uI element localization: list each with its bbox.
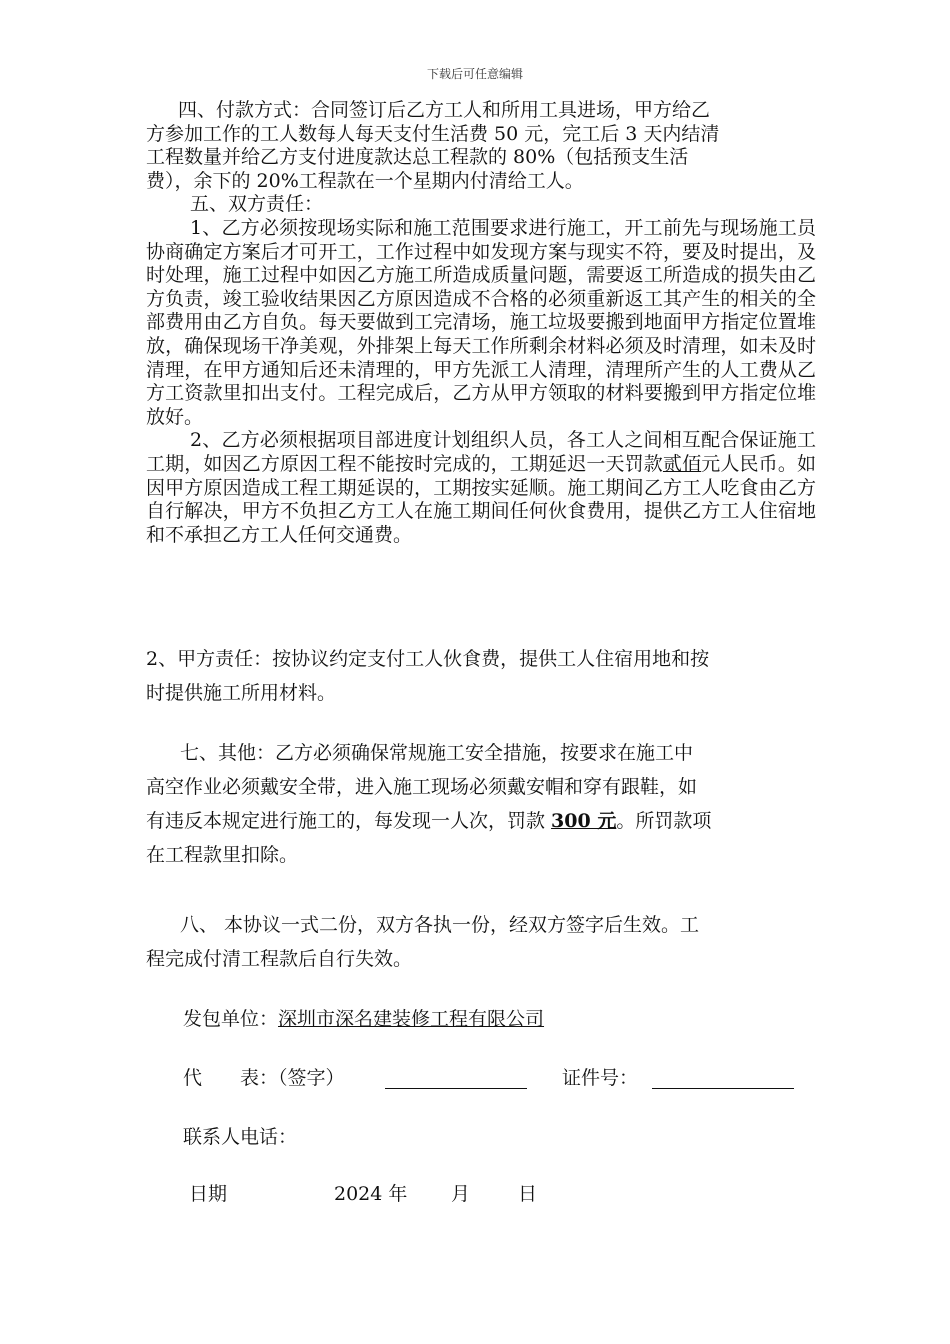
date-day: 日 bbox=[518, 1183, 538, 1205]
section-payment bbox=[146, 99, 816, 547]
contractor-label: 发包单位： bbox=[183, 1008, 279, 1030]
page-header: 下载后可任意编辑 bbox=[426, 67, 523, 81]
payment-line-3: 工程数量并给乙方支付进度款达总工程款的 80%（包括预支生活 bbox=[146, 146, 689, 169]
date-year: 2024 年 bbox=[334, 1183, 408, 1205]
representative-label: 代 表：（签字） bbox=[183, 1067, 345, 1089]
responsibilities-heading: 五、双方责任： bbox=[190, 193, 324, 216]
date-label: 日期 bbox=[189, 1183, 228, 1205]
contractor-name: 深圳市深名建装修工程有限公司 bbox=[278, 1008, 545, 1030]
fine-amount: 300 元 bbox=[551, 810, 617, 832]
other-line-3-before: 有违反本规定进行施工的，每发现一人次，罚款 bbox=[146, 810, 552, 832]
party-a-line-2: 时提供施工所用材料。 bbox=[146, 682, 337, 704]
party-a-line-1: 2、甲方责任：按协议约定支付工人伙食费，提供工人住宿用地和按 bbox=[146, 648, 710, 670]
responsibility-item-2 bbox=[146, 429, 816, 547]
date-month: 月 bbox=[451, 1183, 471, 1205]
id-number-blank[interactable] bbox=[652, 1068, 794, 1089]
payment-line-2: 方参加工作的工人数每人每天支付生活费 50 元，完工后 3 天内结清 bbox=[146, 122, 720, 145]
payment-line-4: 费），余下的 20%工程款在一个星期内付清给工人。 bbox=[146, 169, 584, 192]
other-line-3 bbox=[146, 804, 816, 838]
section-party-a bbox=[146, 642, 816, 710]
other-line-2: 高空作业必须戴安全带，进入施工现场必须戴安帽和穿有跟鞋，如 bbox=[146, 776, 698, 798]
other-line-1: 七、其他：乙方必须确保常规施工安全措施，按要求在施工中 bbox=[180, 742, 694, 764]
validity-line-1: 八、 本协议一式二份，双方各执一份，经双方签字后生效。工 bbox=[180, 914, 700, 936]
contact-phone-label: 联系人电话： bbox=[183, 1126, 298, 1148]
id-number-label: 证件号： bbox=[562, 1067, 639, 1089]
other-line-4: 在工程款里扣除。 bbox=[146, 844, 299, 866]
delay-penalty-amount: 贰佰 bbox=[662, 452, 702, 475]
validity-line-2: 程完成付清工程款后自行失效。 bbox=[146, 948, 413, 970]
responsibility-item-1: 1、乙方必须按现场实际和施工范围要求进行施工，开工前先与现场施工员协商确定方案后才可开工，工作过程中如发现方案与现实不符，要及时提出，及时处理，施工过程中如因乙方施工所造成质量问题，需要返工所造成的损失由乙方负责，竣工验收结果因乙方原因造成不合格的必须重新返工其产生的相关的全部费用由乙方自负。每天要做到工完清场，施工垃圾要搬到地面甲方指定位置堆放，确保现场干净美观，外排架上每天工作所剩余材料必须及时清理，如未及时清理，在甲方通知后还未清理的，甲方先派工人清理，清理所产生的人工费从乙方工资款里扣出支付。工程完成后，乙方从甲方领取的材料要搬到甲方指定位堆放好。 bbox=[146, 216, 816, 428]
signature-blank[interactable] bbox=[385, 1068, 527, 1089]
payment-line-1: 四、付款方式：合同签订后乙方工人和所用工具进场，甲方给乙 bbox=[178, 99, 711, 121]
contractor-row bbox=[183, 1007, 544, 1031]
section-validity bbox=[146, 908, 816, 976]
item-2-text-after: 元人民币。如因甲方原因造成工程工期延误的，工期按实延顺。施工期间乙方工人吃食由乙方自行解决，甲方不负担乙方工人在施工期间任何伙食费用，提供乙方工人住宿地和不承担乙方工人任何交通费。 bbox=[146, 452, 816, 546]
other-line-3-after: 。所罚款项 bbox=[616, 810, 712, 832]
section-other bbox=[146, 736, 816, 872]
item-2-text-before: 2、乙方必须根据项目部进度计划组织人员，各工人之间相互配合保证施工工期，如因乙方原因工程不能按时完成的，工期延迟一天罚款 bbox=[146, 429, 816, 475]
